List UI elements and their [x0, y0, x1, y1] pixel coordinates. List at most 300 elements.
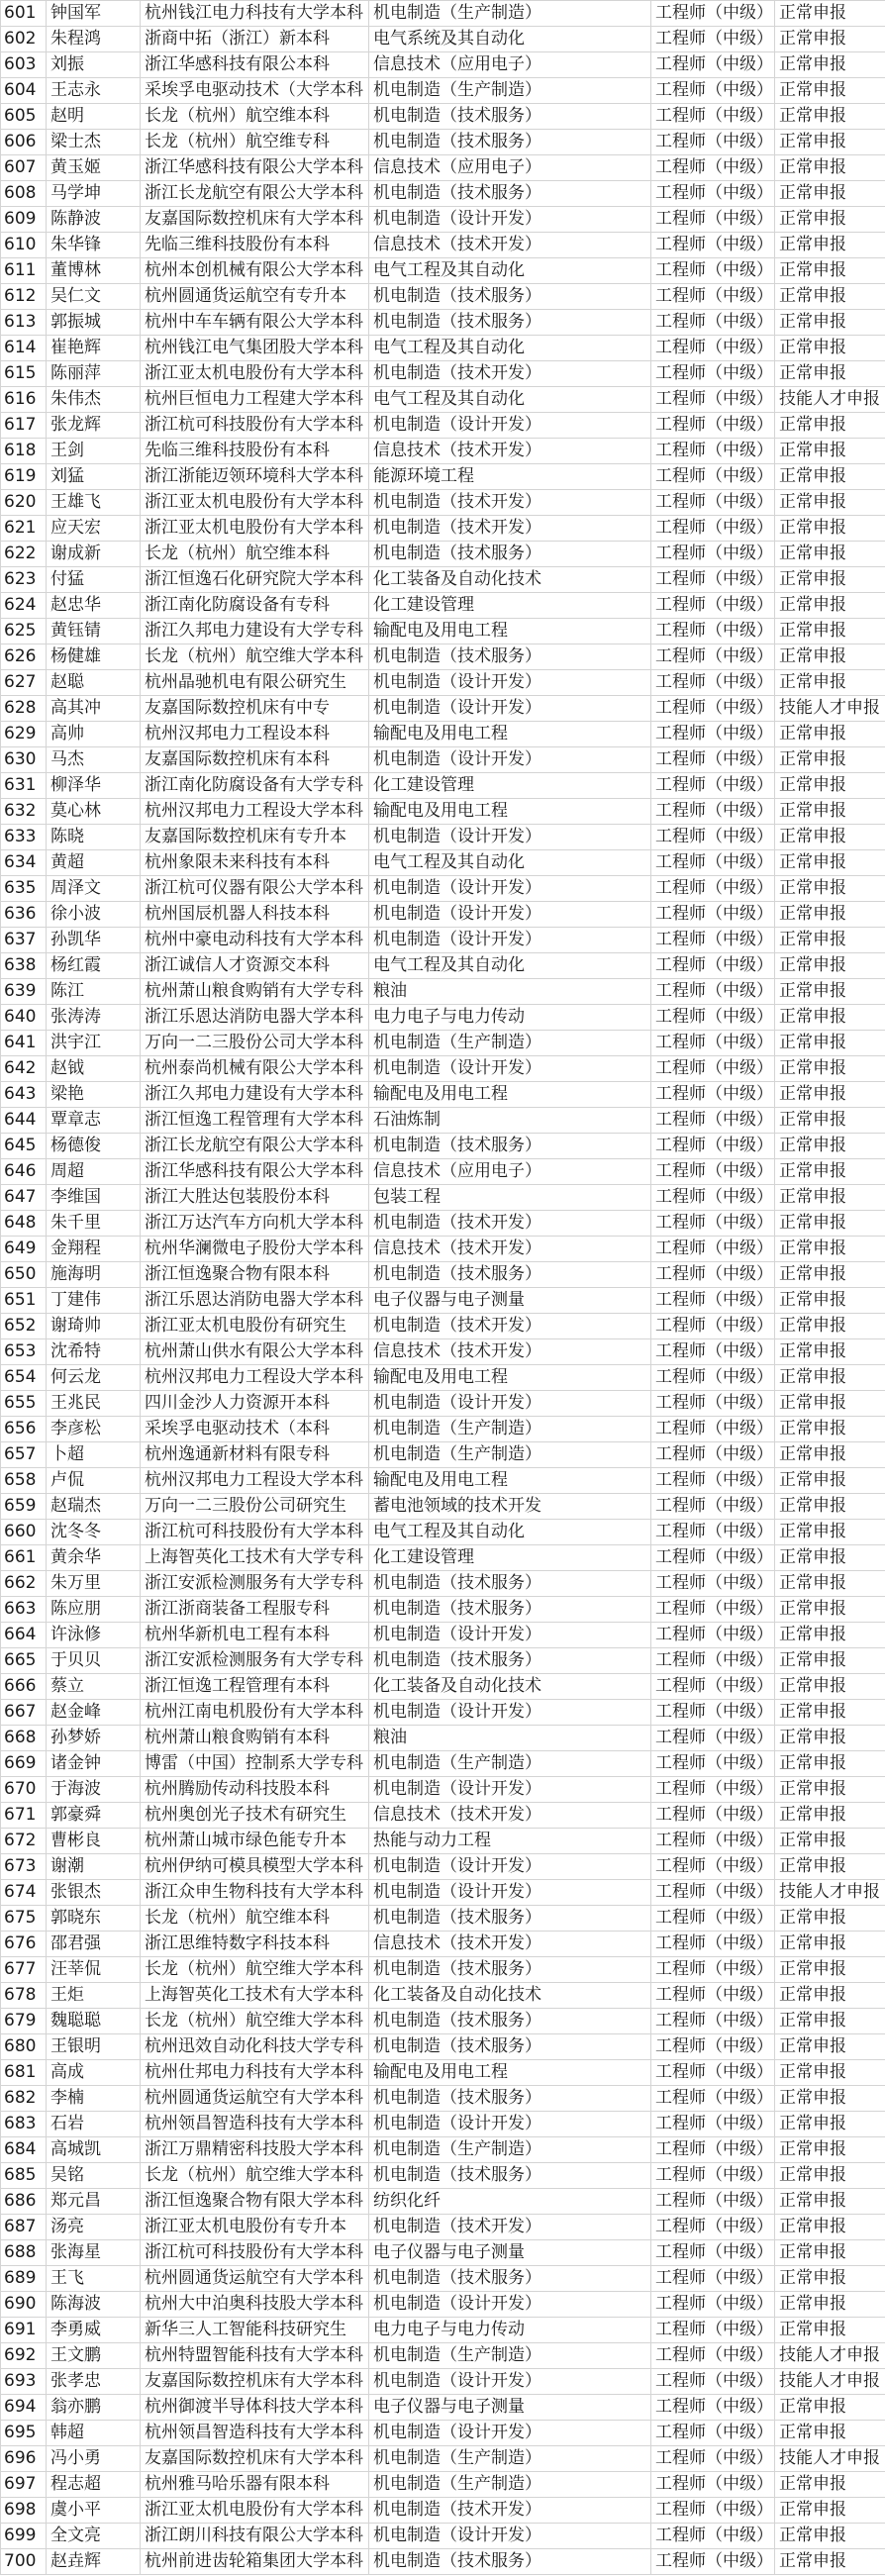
cell-mode[interactable]: [775, 1005, 885, 1031]
cell-name[interactable]: [47, 27, 141, 52]
cell-major[interactable]: [369, 1726, 651, 1751]
cell-mode[interactable]: [775, 2549, 885, 2575]
cell-organization[interactable]: [141, 850, 369, 876]
cell-mode[interactable]: [775, 567, 885, 593]
cell-name[interactable]: [47, 2060, 141, 2086]
cell-major[interactable]: [369, 1623, 651, 1648]
cell-number[interactable]: [1, 619, 47, 644]
cell-number[interactable]: [1, 78, 47, 104]
cell-name[interactable]: [47, 1983, 141, 2009]
cell-organization[interactable]: [141, 2292, 369, 2318]
cell-mode[interactable]: [775, 27, 885, 52]
cell-number[interactable]: [1, 1442, 47, 1468]
cell-mode[interactable]: [775, 490, 885, 516]
cell-mode[interactable]: [775, 1803, 885, 1829]
cell-mode[interactable]: [775, 2189, 885, 2215]
cell-major[interactable]: [369, 2318, 651, 2343]
cell-major[interactable]: [369, 2215, 651, 2240]
cell-number[interactable]: [1, 2266, 47, 2292]
cell-mode[interactable]: [775, 78, 885, 104]
cell-title[interactable]: [651, 387, 775, 413]
cell-title[interactable]: [651, 2137, 775, 2163]
cell-number[interactable]: [1, 1468, 47, 1494]
cell-mode[interactable]: [775, 2292, 885, 2318]
cell-name[interactable]: [47, 155, 141, 181]
table-row[interactable]: [1, 258, 885, 284]
cell-organization[interactable]: [141, 979, 369, 1005]
cell-major[interactable]: [369, 1674, 651, 1700]
cell-name[interactable]: [47, 1288, 141, 1314]
cell-major[interactable]: [369, 1468, 651, 1494]
table-row[interactable]: [1, 1545, 885, 1571]
cell-number[interactable]: [1, 542, 47, 567]
cell-major[interactable]: [369, 387, 651, 413]
table-row[interactable]: [1, 1082, 885, 1108]
cell-mode[interactable]: [775, 1751, 885, 1777]
cell-organization[interactable]: [141, 542, 369, 567]
cell-major[interactable]: [369, 902, 651, 928]
cell-major[interactable]: [369, 1339, 651, 1365]
cell-title[interactable]: [651, 2163, 775, 2189]
cell-number[interactable]: [1, 850, 47, 876]
cell-number[interactable]: [1, 1983, 47, 2009]
cell-number[interactable]: [1, 2215, 47, 2240]
cell-mode[interactable]: [775, 2215, 885, 2240]
cell-number[interactable]: [1, 516, 47, 542]
table-row[interactable]: [1, 2137, 885, 2163]
cell-mode[interactable]: [775, 1494, 885, 1520]
table-row[interactable]: [1, 1880, 885, 1906]
cell-number[interactable]: [1, 2163, 47, 2189]
cell-name[interactable]: [47, 1314, 141, 1339]
cell-title[interactable]: [651, 1803, 775, 1829]
cell-name[interactable]: [47, 2395, 141, 2421]
cell-mode[interactable]: [775, 1777, 885, 1803]
table-row[interactable]: [1, 490, 885, 516]
cell-major[interactable]: [369, 2137, 651, 2163]
table-row[interactable]: [1, 1468, 885, 1494]
cell-name[interactable]: [47, 1237, 141, 1262]
cell-organization[interactable]: [141, 284, 369, 310]
cell-number[interactable]: [1, 361, 47, 387]
cell-title[interactable]: [651, 2549, 775, 2575]
cell-title[interactable]: [651, 1159, 775, 1185]
cell-major[interactable]: [369, 1880, 651, 1906]
cell-number[interactable]: [1, 439, 47, 464]
cell-name[interactable]: [47, 2034, 141, 2060]
cell-name[interactable]: [47, 1468, 141, 1494]
cell-mode[interactable]: [775, 902, 885, 928]
cell-title[interactable]: [651, 2034, 775, 2060]
table-row[interactable]: [1, 722, 885, 747]
cell-major[interactable]: [369, 310, 651, 336]
cell-major[interactable]: [369, 1056, 651, 1082]
cell-name[interactable]: [47, 850, 141, 876]
cell-number[interactable]: [1, 387, 47, 413]
cell-major[interactable]: [369, 696, 651, 722]
cell-organization[interactable]: [141, 1468, 369, 1494]
cell-mode[interactable]: [775, 2086, 885, 2112]
cell-organization[interactable]: [141, 387, 369, 413]
cell-organization[interactable]: [141, 2034, 369, 2060]
cell-title[interactable]: [651, 310, 775, 336]
cell-name[interactable]: [47, 2421, 141, 2446]
cell-mode[interactable]: [775, 361, 885, 387]
cell-mode[interactable]: [775, 1906, 885, 1932]
cell-mode[interactable]: [775, 1520, 885, 1545]
cell-name[interactable]: [47, 1417, 141, 1442]
cell-name[interactable]: [47, 979, 141, 1005]
cell-major[interactable]: [369, 670, 651, 696]
cell-name[interactable]: [47, 2318, 141, 2343]
cell-number[interactable]: [1, 953, 47, 979]
cell-name[interactable]: [47, 825, 141, 850]
cell-number[interactable]: [1, 1159, 47, 1185]
table-row[interactable]: [1, 1597, 885, 1623]
cell-title[interactable]: [651, 1777, 775, 1803]
cell-title[interactable]: [651, 1185, 775, 1211]
cell-number[interactable]: [1, 1571, 47, 1597]
cell-organization[interactable]: [141, 1571, 369, 1597]
cell-organization[interactable]: [141, 1829, 369, 1854]
cell-organization[interactable]: [141, 130, 369, 155]
cell-name[interactable]: [47, 464, 141, 490]
cell-major[interactable]: [369, 361, 651, 387]
cell-mode[interactable]: [775, 1417, 885, 1442]
table-row[interactable]: [1, 1185, 885, 1211]
cell-organization[interactable]: [141, 2189, 369, 2215]
cell-organization[interactable]: [141, 104, 369, 130]
cell-mode[interactable]: [775, 644, 885, 670]
cell-number[interactable]: [1, 104, 47, 130]
cell-organization[interactable]: [141, 2524, 369, 2549]
cell-name[interactable]: [47, 1854, 141, 1880]
cell-mode[interactable]: [775, 439, 885, 464]
cell-mode[interactable]: [775, 1597, 885, 1623]
cell-number[interactable]: [1, 1803, 47, 1829]
cell-number[interactable]: [1, 1494, 47, 1520]
cell-title[interactable]: [651, 1520, 775, 1545]
cell-mode[interactable]: [775, 2524, 885, 2549]
table-row[interactable]: [1, 2549, 885, 2575]
cell-mode[interactable]: [775, 1726, 885, 1751]
cell-number[interactable]: [1, 1726, 47, 1751]
cell-title[interactable]: [651, 2266, 775, 2292]
table-row[interactable]: [1, 2034, 885, 2060]
table-row[interactable]: [1, 1674, 885, 1700]
cell-number[interactable]: [1, 1288, 47, 1314]
cell-name[interactable]: [47, 1056, 141, 1082]
cell-major[interactable]: [369, 1134, 651, 1159]
cell-number[interactable]: [1, 1854, 47, 1880]
cell-number[interactable]: [1, 1237, 47, 1262]
cell-name[interactable]: [47, 1159, 141, 1185]
cell-organization[interactable]: [141, 825, 369, 850]
cell-mode[interactable]: [775, 1, 885, 27]
cell-title[interactable]: [651, 1726, 775, 1751]
cell-major[interactable]: [369, 2498, 651, 2524]
cell-mode[interactable]: [775, 1854, 885, 1880]
cell-title[interactable]: [651, 953, 775, 979]
cell-organization[interactable]: [141, 670, 369, 696]
cell-organization[interactable]: [141, 1108, 369, 1134]
cell-number[interactable]: [1, 1031, 47, 1056]
cell-mode[interactable]: [775, 387, 885, 413]
cell-title[interactable]: [651, 1648, 775, 1674]
cell-major[interactable]: [369, 1211, 651, 1237]
cell-mode[interactable]: [775, 1262, 885, 1288]
cell-title[interactable]: [651, 773, 775, 799]
table-row[interactable]: [1, 1854, 885, 1880]
cell-title[interactable]: [651, 2009, 775, 2034]
cell-mode[interactable]: [775, 799, 885, 825]
cell-organization[interactable]: [141, 1262, 369, 1288]
table-row[interactable]: [1, 567, 885, 593]
cell-mode[interactable]: [775, 2446, 885, 2472]
cell-name[interactable]: [47, 1880, 141, 1906]
cell-name[interactable]: [47, 310, 141, 336]
cell-number[interactable]: [1, 1082, 47, 1108]
cell-name[interactable]: [47, 2215, 141, 2240]
table-row[interactable]: [1, 850, 885, 876]
cell-mode[interactable]: [775, 1648, 885, 1674]
cell-title[interactable]: [651, 1134, 775, 1159]
cell-title[interactable]: [651, 542, 775, 567]
cell-title[interactable]: [651, 1829, 775, 1854]
table-row[interactable]: [1, 1211, 885, 1237]
cell-title[interactable]: [651, 1314, 775, 1339]
cell-major[interactable]: [369, 1700, 651, 1726]
table-row[interactable]: [1, 799, 885, 825]
cell-mode[interactable]: [775, 1880, 885, 1906]
cell-mode[interactable]: [775, 2498, 885, 2524]
cell-organization[interactable]: [141, 2395, 369, 2421]
cell-organization[interactable]: [141, 1314, 369, 1339]
cell-name[interactable]: [47, 1082, 141, 1108]
cell-major[interactable]: [369, 953, 651, 979]
cell-organization[interactable]: [141, 619, 369, 644]
cell-mode[interactable]: [775, 2240, 885, 2266]
cell-number[interactable]: [1, 27, 47, 52]
cell-number[interactable]: [1, 1648, 47, 1674]
cell-name[interactable]: [47, 1932, 141, 1957]
table-row[interactable]: [1, 1005, 885, 1031]
cell-organization[interactable]: [141, 1339, 369, 1365]
cell-number[interactable]: [1, 1545, 47, 1571]
cell-title[interactable]: [651, 1494, 775, 1520]
table-row[interactable]: [1, 181, 885, 207]
cell-title[interactable]: [651, 2318, 775, 2343]
cell-mode[interactable]: [775, 2472, 885, 2498]
cell-title[interactable]: [651, 1442, 775, 1468]
cell-number[interactable]: [1, 2369, 47, 2395]
cell-organization[interactable]: [141, 27, 369, 52]
cell-organization[interactable]: [141, 1056, 369, 1082]
cell-organization[interactable]: [141, 1417, 369, 1442]
cell-mode[interactable]: [775, 1700, 885, 1726]
cell-organization[interactable]: [141, 2421, 369, 2446]
cell-title[interactable]: [651, 2343, 775, 2369]
cell-organization[interactable]: [141, 155, 369, 181]
cell-major[interactable]: [369, 825, 651, 850]
cell-organization[interactable]: [141, 1648, 369, 1674]
cell-title[interactable]: [651, 439, 775, 464]
cell-mode[interactable]: [775, 1134, 885, 1159]
cell-organization[interactable]: [141, 1520, 369, 1545]
cell-number[interactable]: [1, 490, 47, 516]
cell-organization[interactable]: [141, 722, 369, 747]
table-row[interactable]: [1, 361, 885, 387]
cell-major[interactable]: [369, 799, 651, 825]
cell-name[interactable]: [47, 1185, 141, 1211]
cell-mode[interactable]: [775, 542, 885, 567]
cell-title[interactable]: [651, 876, 775, 902]
cell-name[interactable]: [47, 2266, 141, 2292]
cell-organization[interactable]: [141, 1185, 369, 1211]
cell-number[interactable]: [1, 902, 47, 928]
cell-title[interactable]: [651, 1700, 775, 1726]
cell-mode[interactable]: [775, 1623, 885, 1648]
cell-mode[interactable]: [775, 2163, 885, 2189]
cell-number[interactable]: [1, 2112, 47, 2137]
cell-name[interactable]: [47, 1700, 141, 1726]
cell-title[interactable]: [651, 825, 775, 850]
cell-mode[interactable]: [775, 52, 885, 78]
cell-name[interactable]: [47, 258, 141, 284]
cell-mode[interactable]: [775, 1391, 885, 1417]
table-row[interactable]: [1, 773, 885, 799]
cell-name[interactable]: [47, 670, 141, 696]
cell-name[interactable]: [47, 1571, 141, 1597]
cell-major[interactable]: [369, 1520, 651, 1545]
cell-major[interactable]: [369, 593, 651, 619]
cell-major[interactable]: [369, 747, 651, 773]
table-row[interactable]: [1, 825, 885, 850]
cell-name[interactable]: [47, 413, 141, 439]
cell-name[interactable]: [47, 1648, 141, 1674]
cell-title[interactable]: [651, 1751, 775, 1777]
cell-name[interactable]: [47, 2472, 141, 2498]
cell-title[interactable]: [651, 2240, 775, 2266]
cell-major[interactable]: [369, 284, 651, 310]
cell-mode[interactable]: [775, 516, 885, 542]
cell-name[interactable]: [47, 2240, 141, 2266]
cell-mode[interactable]: [775, 2034, 885, 2060]
cell-major[interactable]: [369, 1494, 651, 1520]
table-row[interactable]: [1, 1134, 885, 1159]
cell-major[interactable]: [369, 27, 651, 52]
cell-major[interactable]: [369, 979, 651, 1005]
cell-major[interactable]: [369, 1597, 651, 1623]
cell-title[interactable]: [651, 1571, 775, 1597]
table-row[interactable]: [1, 1829, 885, 1854]
cell-number[interactable]: [1, 1211, 47, 1237]
table-row[interactable]: [1, 1648, 885, 1674]
cell-mode[interactable]: [775, 2343, 885, 2369]
table-row[interactable]: [1, 928, 885, 953]
table-row[interactable]: [1, 1288, 885, 1314]
cell-title[interactable]: [651, 2421, 775, 2446]
cell-mode[interactable]: [775, 1211, 885, 1237]
cell-major[interactable]: [369, 1031, 651, 1056]
cell-organization[interactable]: [141, 181, 369, 207]
table-row[interactable]: [1, 387, 885, 413]
cell-number[interactable]: [1, 1, 47, 27]
cell-mode[interactable]: [775, 207, 885, 233]
cell-mode[interactable]: [775, 2395, 885, 2421]
cell-title[interactable]: [651, 644, 775, 670]
cell-mode[interactable]: [775, 953, 885, 979]
cell-major[interactable]: [369, 104, 651, 130]
cell-mode[interactable]: [775, 1545, 885, 1571]
cell-major[interactable]: [369, 773, 651, 799]
cell-major[interactable]: [369, 1983, 651, 2009]
cell-major[interactable]: [369, 2524, 651, 2549]
cell-mode[interactable]: [775, 876, 885, 902]
cell-mode[interactable]: [775, 258, 885, 284]
cell-title[interactable]: [651, 2498, 775, 2524]
table-row[interactable]: [1, 953, 885, 979]
cell-title[interactable]: [651, 1211, 775, 1237]
cell-organization[interactable]: [141, 1391, 369, 1417]
cell-title[interactable]: [651, 1339, 775, 1365]
cell-number[interactable]: [1, 1829, 47, 1854]
cell-organization[interactable]: [141, 490, 369, 516]
table-row[interactable]: [1, 1726, 885, 1751]
cell-name[interactable]: [47, 130, 141, 155]
cell-mode[interactable]: [775, 284, 885, 310]
cell-title[interactable]: [651, 1906, 775, 1932]
cell-organization[interactable]: [141, 2112, 369, 2137]
cell-title[interactable]: [651, 490, 775, 516]
table-row[interactable]: [1, 439, 885, 464]
cell-major[interactable]: [369, 1, 651, 27]
table-row[interactable]: [1, 593, 885, 619]
cell-number[interactable]: [1, 722, 47, 747]
cell-name[interactable]: [47, 52, 141, 78]
table-row[interactable]: [1, 1031, 885, 1056]
cell-name[interactable]: [47, 773, 141, 799]
cell-title[interactable]: [651, 1545, 775, 1571]
cell-title[interactable]: [651, 1597, 775, 1623]
cell-name[interactable]: [47, 387, 141, 413]
cell-title[interactable]: [651, 1468, 775, 1494]
cell-name[interactable]: [47, 1623, 141, 1648]
cell-organization[interactable]: [141, 2137, 369, 2163]
cell-title[interactable]: [651, 2215, 775, 2240]
cell-name[interactable]: [47, 2446, 141, 2472]
table-row[interactable]: [1, 1339, 885, 1365]
cell-organization[interactable]: [141, 1031, 369, 1056]
cell-name[interactable]: [47, 104, 141, 130]
cell-number[interactable]: [1, 2498, 47, 2524]
cell-mode[interactable]: [775, 1365, 885, 1391]
cell-organization[interactable]: [141, 928, 369, 953]
cell-name[interactable]: [47, 696, 141, 722]
cell-major[interactable]: [369, 2060, 651, 2086]
table-row[interactable]: [1, 2009, 885, 2034]
cell-major[interactable]: [369, 542, 651, 567]
table-row[interactable]: [1, 644, 885, 670]
table-row[interactable]: [1, 1932, 885, 1957]
cell-major[interactable]: [369, 1854, 651, 1880]
cell-mode[interactable]: [775, 2060, 885, 2086]
cell-name[interactable]: [47, 1494, 141, 1520]
cell-number[interactable]: [1, 644, 47, 670]
cell-major[interactable]: [369, 464, 651, 490]
table-row[interactable]: [1, 1237, 885, 1262]
table-row[interactable]: [1, 2060, 885, 2086]
